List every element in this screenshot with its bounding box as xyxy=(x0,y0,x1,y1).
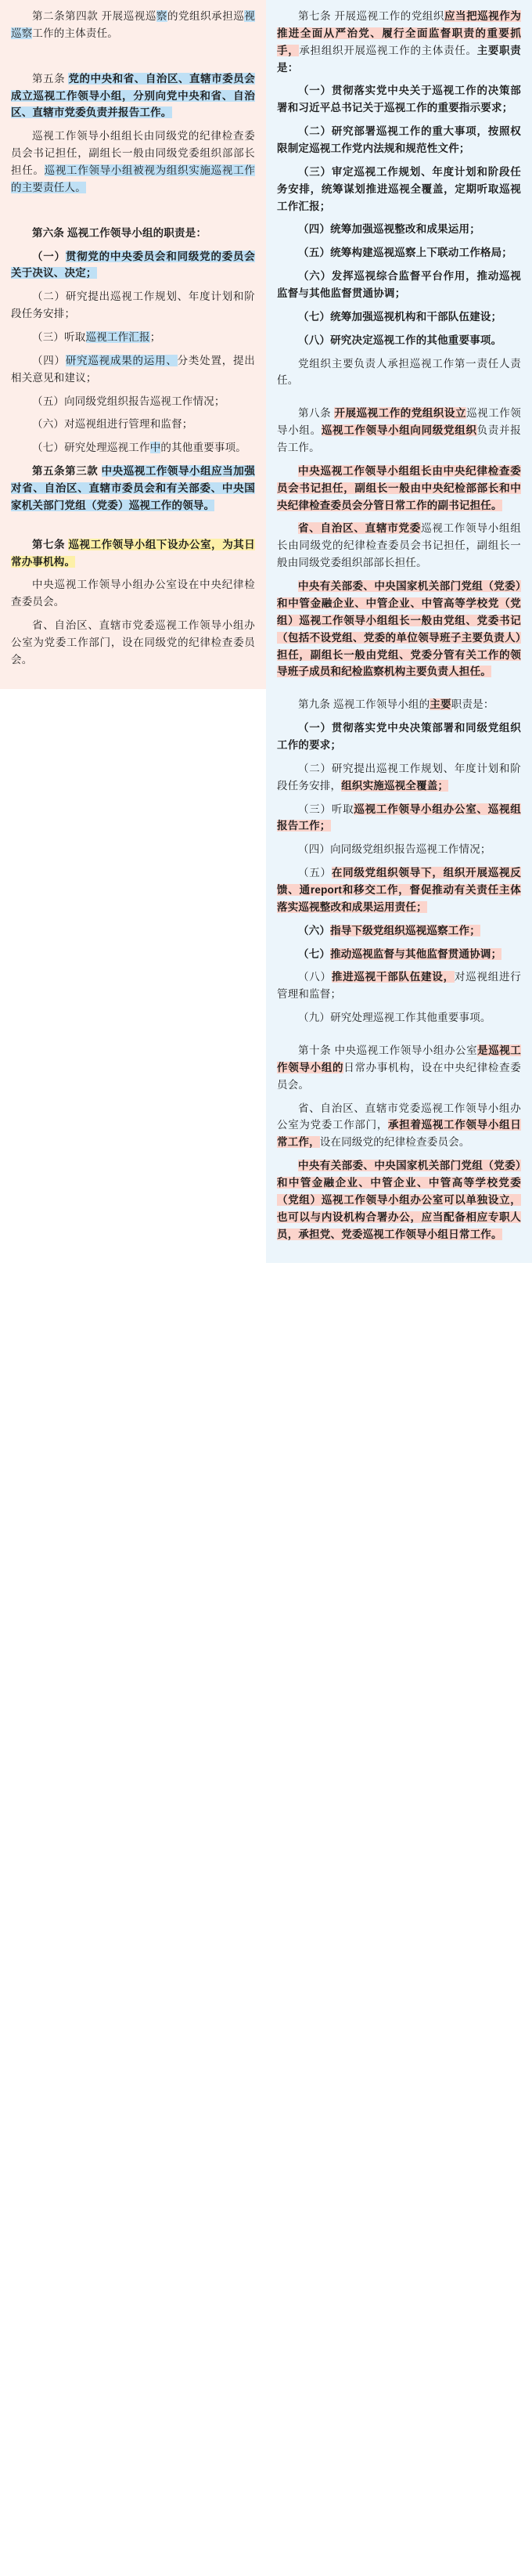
paragraph xyxy=(277,1157,521,1243)
text-run: 应当把巡视作为推进全面从严 xyxy=(277,10,521,39)
text-run: 中央有关部委、中央国家机关部门党组（党委）和中管金融企业、中管企业、中管高等学校党委（党组）巡视工作领导小组办公室可以单独设立，也可以与内设机构合署办公，应当配备相应专职人员，承担党、党委巡视工作领导小组日常工作。 xyxy=(277,1160,521,1240)
text-run: ； xyxy=(149,331,161,344)
text-run: （八）研究决定巡视工作的其他重要事项。 xyxy=(298,334,502,346)
text-run: 巡视工作领导小组向同级党组织 xyxy=(321,424,477,437)
text-run: （四）统筹加强巡视整改和成果运用； xyxy=(298,223,480,236)
text-run: 第九条 巡视工作领导小组的 xyxy=(298,698,430,711)
text-run: 承担着巡视工作领导小组日常工作， xyxy=(277,1119,521,1149)
paragraph xyxy=(277,355,521,390)
paragraph xyxy=(277,1009,521,1026)
text-run: （一） xyxy=(298,722,332,734)
text-run: 和同级党的委员会关于决议、决定； xyxy=(11,250,255,280)
text-run: 中 xyxy=(149,442,161,454)
text-run: 巡视工作汇报 xyxy=(85,331,150,344)
paragraph xyxy=(277,308,521,326)
paragraph xyxy=(277,696,521,713)
text-run: 第七条 xyxy=(32,538,69,550)
text-run: 主要 xyxy=(430,698,451,711)
paragraph-spacer xyxy=(277,395,521,405)
text-run: （三）审定巡视工作规划、年度计划和阶段任务安排，统筹谋划推进巡视全覆盖，定期听取巡视工作汇报； xyxy=(277,165,521,212)
text-run: 第六条 巡视工作领导小组的 xyxy=(32,226,164,239)
paragraph-spacer xyxy=(11,203,255,225)
right-column xyxy=(266,0,532,1263)
paragraph xyxy=(277,8,521,76)
text-run: 推进巡视干部队伍建设， xyxy=(331,971,455,983)
text-run: 巡视工作领导小组办公室、巡视组报告工作； xyxy=(277,803,522,832)
paragraph-spacer xyxy=(11,521,255,536)
text-run: 抓手， xyxy=(277,27,521,56)
paragraph xyxy=(11,70,255,122)
text-run: 第二条第四款 开展巡视巡 xyxy=(32,10,156,22)
text-run: 第十条 中央巡视工作领导小组办公室 xyxy=(298,1044,478,1056)
text-run: 自治区、直辖市党委负责并报告 xyxy=(11,89,255,119)
paragraph xyxy=(277,123,521,157)
text-run: （三）听取 xyxy=(298,803,354,815)
text-run: 察 xyxy=(156,10,167,22)
text-run: （七）统筹加强巡视机构和干部队伍建设； xyxy=(298,310,502,323)
paragraph xyxy=(277,760,521,795)
text-run: 巡视工作领导小组组长由同级党的纪律检查委员会书记担任，副组长一般由同级党委组织部部长担任。 xyxy=(11,130,255,177)
text-run: （四）向同级党组织报告巡视工作情况； xyxy=(298,843,491,856)
text-run: （五）向同级党组织报告巡视工作情况； xyxy=(32,395,225,407)
text-run: 视 xyxy=(244,10,256,22)
text-run: 贯彻落实党中央决策部署和同级党组织工作的要求； xyxy=(277,722,521,751)
paragraph-spacer xyxy=(277,1033,521,1042)
text-run: 在同级党组织领导下，组织开展巡视反馈、通report和移交工作，督促推动有关责任主体落实巡视整改和成果运用责任； xyxy=(277,867,521,913)
text-run: 省、自治区、直辖市党委巡视工作领导小组办公室为党委工作部门， xyxy=(277,1102,521,1131)
text-run: 承担组织开展巡视工作的主体责任。 xyxy=(299,44,477,56)
text-run: 巡视工作领导小组组长由同级党的纪律检查委员会书记担任，副组长一般由同级党委组织部部长担任。 xyxy=(277,522,521,569)
text-run: 的党组织承担巡 xyxy=(167,10,245,22)
text-run: 党组织主要负责人承担巡视工作第一责任人责任。 xyxy=(277,357,521,387)
text-run: 巡视工作领导小组下 xyxy=(68,538,167,550)
text-run: 省、自治区、直辖市党委巡视工作领导小组办公室为党委工作部门，设在同级党的纪律检查委员会。 xyxy=(11,619,255,666)
text-run: （七） xyxy=(298,947,331,960)
paragraph xyxy=(277,864,521,916)
text-run: 中央巡视工作领导小组办公室设在中央纪律检查委员会。 xyxy=(11,579,255,608)
paragraph xyxy=(11,416,255,433)
text-run: 第八条 xyxy=(298,407,335,420)
text-run: （七）研究处理巡视工作 xyxy=(32,442,150,454)
text-run: （二）研究提出巡视工作规划、年度计划和阶段任务安排， xyxy=(277,762,521,792)
text-run: 导小组应当加强对省、自治区、 xyxy=(11,465,256,495)
paragraph xyxy=(277,946,521,963)
text-run: （八） xyxy=(298,971,332,983)
text-run: 设在同级党的纪律检查委员会。 xyxy=(319,1136,470,1149)
paragraph xyxy=(11,617,255,669)
paragraph xyxy=(277,332,521,349)
text-run: 巡视工作领导小组被视为组织实施巡视工作的主要责任人。 xyxy=(11,164,255,193)
text-run: 巡视工作领导小组。 xyxy=(277,407,521,437)
text-run: 领导小组，分别向党中央和省、 xyxy=(77,89,234,102)
paragraph xyxy=(11,576,255,611)
paragraph xyxy=(277,221,521,238)
text-run: 第五条第三款 xyxy=(32,465,102,478)
paragraph xyxy=(11,128,255,196)
paragraph xyxy=(11,463,255,514)
text-run: 工作。 xyxy=(139,106,172,119)
text-run: 治党、履行全面监督职责的重要 xyxy=(347,27,511,39)
text-run: 推动巡视监督与其他监督贯通协调； xyxy=(330,947,502,960)
text-run: 职责是： xyxy=(164,226,207,239)
paragraph xyxy=(11,352,255,387)
paragraph xyxy=(277,801,521,835)
paragraph xyxy=(277,1042,521,1094)
paragraph xyxy=(277,82,521,117)
paragraph xyxy=(277,244,521,262)
paragraph xyxy=(11,225,255,242)
text-run: （六）对巡视组进行管理和监督； xyxy=(32,418,193,431)
text-run: 工作的主体责任。 xyxy=(32,27,119,39)
text-run: 组织实施巡视全覆盖； xyxy=(341,779,449,792)
text-run: 第五条 xyxy=(32,72,69,85)
paragraph xyxy=(277,969,521,1003)
text-run: （五） xyxy=(298,867,332,879)
paragraph xyxy=(277,164,521,215)
text-run: 分类处置，提出相关意见和建议； xyxy=(11,354,255,384)
text-run: 研究巡视成果的运用、 xyxy=(65,354,178,366)
text-run: 对巡视组进行管理和监督； xyxy=(277,971,521,1001)
text-run: 巡视工作领导小 xyxy=(277,1044,522,1073)
paragraph xyxy=(277,1100,521,1152)
text-run: 组的 xyxy=(321,1061,344,1073)
text-run: （一） xyxy=(298,85,332,97)
text-run: 区、直辖市委员会成立巡视工作 xyxy=(11,72,255,102)
text-run: 设办公室，为其日常办事机构。 xyxy=(11,538,255,568)
text-run: 中央有关部委、中央国家机关部门党组（党委）和中管金融企业、中管企业、中管高等学校党（党组）巡视工作领导小组组长一般由党组、党委书记（包括不设党组、党委的单位领导班子主要负责人）担任，副组长一般由党组、党委分管有关工作的领导班子成员和纪检监察机构主要负责人担任。 xyxy=(277,580,521,678)
paragraph xyxy=(277,405,521,456)
text-run: 日常办事机构，设在中央纪律检查委员会。 xyxy=(277,1061,522,1091)
text-run: 贯彻党的中央委员会 xyxy=(65,250,167,262)
paragraph xyxy=(11,288,255,323)
text-run: 负责并报告工作。 xyxy=(277,424,521,454)
paragraph-spacer xyxy=(277,687,521,696)
text-run: （六）发挥巡视综合监督平台作用，推动巡视监督与其他监督贯通协调； xyxy=(277,270,521,300)
text-run: 开展巡视工作的党组织 xyxy=(334,407,444,420)
text-run: 主要职责是： xyxy=(277,44,521,74)
text-run: 工作的领导。 xyxy=(150,499,215,511)
text-run: 指导下级党组织巡视巡察工作； xyxy=(330,924,480,936)
paragraph xyxy=(277,520,521,572)
paragraph xyxy=(277,922,521,940)
text-run: 直辖市委员会和有关部委、中央 xyxy=(88,482,245,495)
paragraph xyxy=(277,268,521,302)
paragraph xyxy=(277,578,521,680)
paragraph xyxy=(11,439,255,456)
paragraph xyxy=(11,393,255,410)
document-page xyxy=(0,0,532,1263)
text-run: 贯彻落实党中央关于巡视工作的决策部署和习近平总书记关于巡视工作的重要指示要求； xyxy=(277,85,521,114)
text-run: 职责是： xyxy=(451,698,494,711)
paragraph xyxy=(11,248,255,283)
text-run: 是 xyxy=(477,1044,489,1056)
paragraph xyxy=(277,841,521,858)
paragraph-spacer xyxy=(11,49,255,70)
text-run: （五）统筹构建巡视巡察上下联动工作格局； xyxy=(298,247,512,259)
text-run: 国家机关部门党组（党委）巡视 xyxy=(11,482,255,511)
text-run: 中央巡视工作领 xyxy=(101,465,178,478)
text-run: （九）研究处理巡视工作其他重要事项。 xyxy=(298,1012,491,1024)
paragraph xyxy=(11,8,255,42)
text-run: （六） xyxy=(298,924,331,936)
paragraph xyxy=(11,536,255,571)
text-run: （三）听取 xyxy=(32,331,86,344)
paragraph xyxy=(277,463,521,514)
text-run: 设立 xyxy=(444,407,467,420)
text-run: 第七条 开展巡视工作的党组 xyxy=(298,10,433,22)
text-run: 党的中央和省、自治 xyxy=(68,72,167,85)
text-run: 的其他重要事项。 xyxy=(160,442,247,454)
left-column xyxy=(0,0,266,689)
text-run: 巡察 xyxy=(11,27,33,39)
text-run: （四） xyxy=(32,354,66,366)
paragraph xyxy=(11,329,255,346)
text-run: （一） xyxy=(32,250,66,262)
text-run: （二）研究部署巡视工作的重大事项，按照权限制定巡视工作党内法规和规范性文件； xyxy=(277,125,521,155)
paragraph xyxy=(277,720,521,754)
text-run: 省、自治区、直辖市党委 xyxy=(298,522,422,535)
text-run: 中央巡视工作领导小组组长由中央纪律检查委员会书记担任，副组长一般由中央纪检部部长和中央纪律检查委员会分管日常工作的副书记担任。 xyxy=(277,464,521,511)
text-run: 织 xyxy=(433,10,444,22)
text-run: （二）研究提出巡视工作规划、年度计划和阶段任务安排； xyxy=(11,290,255,320)
